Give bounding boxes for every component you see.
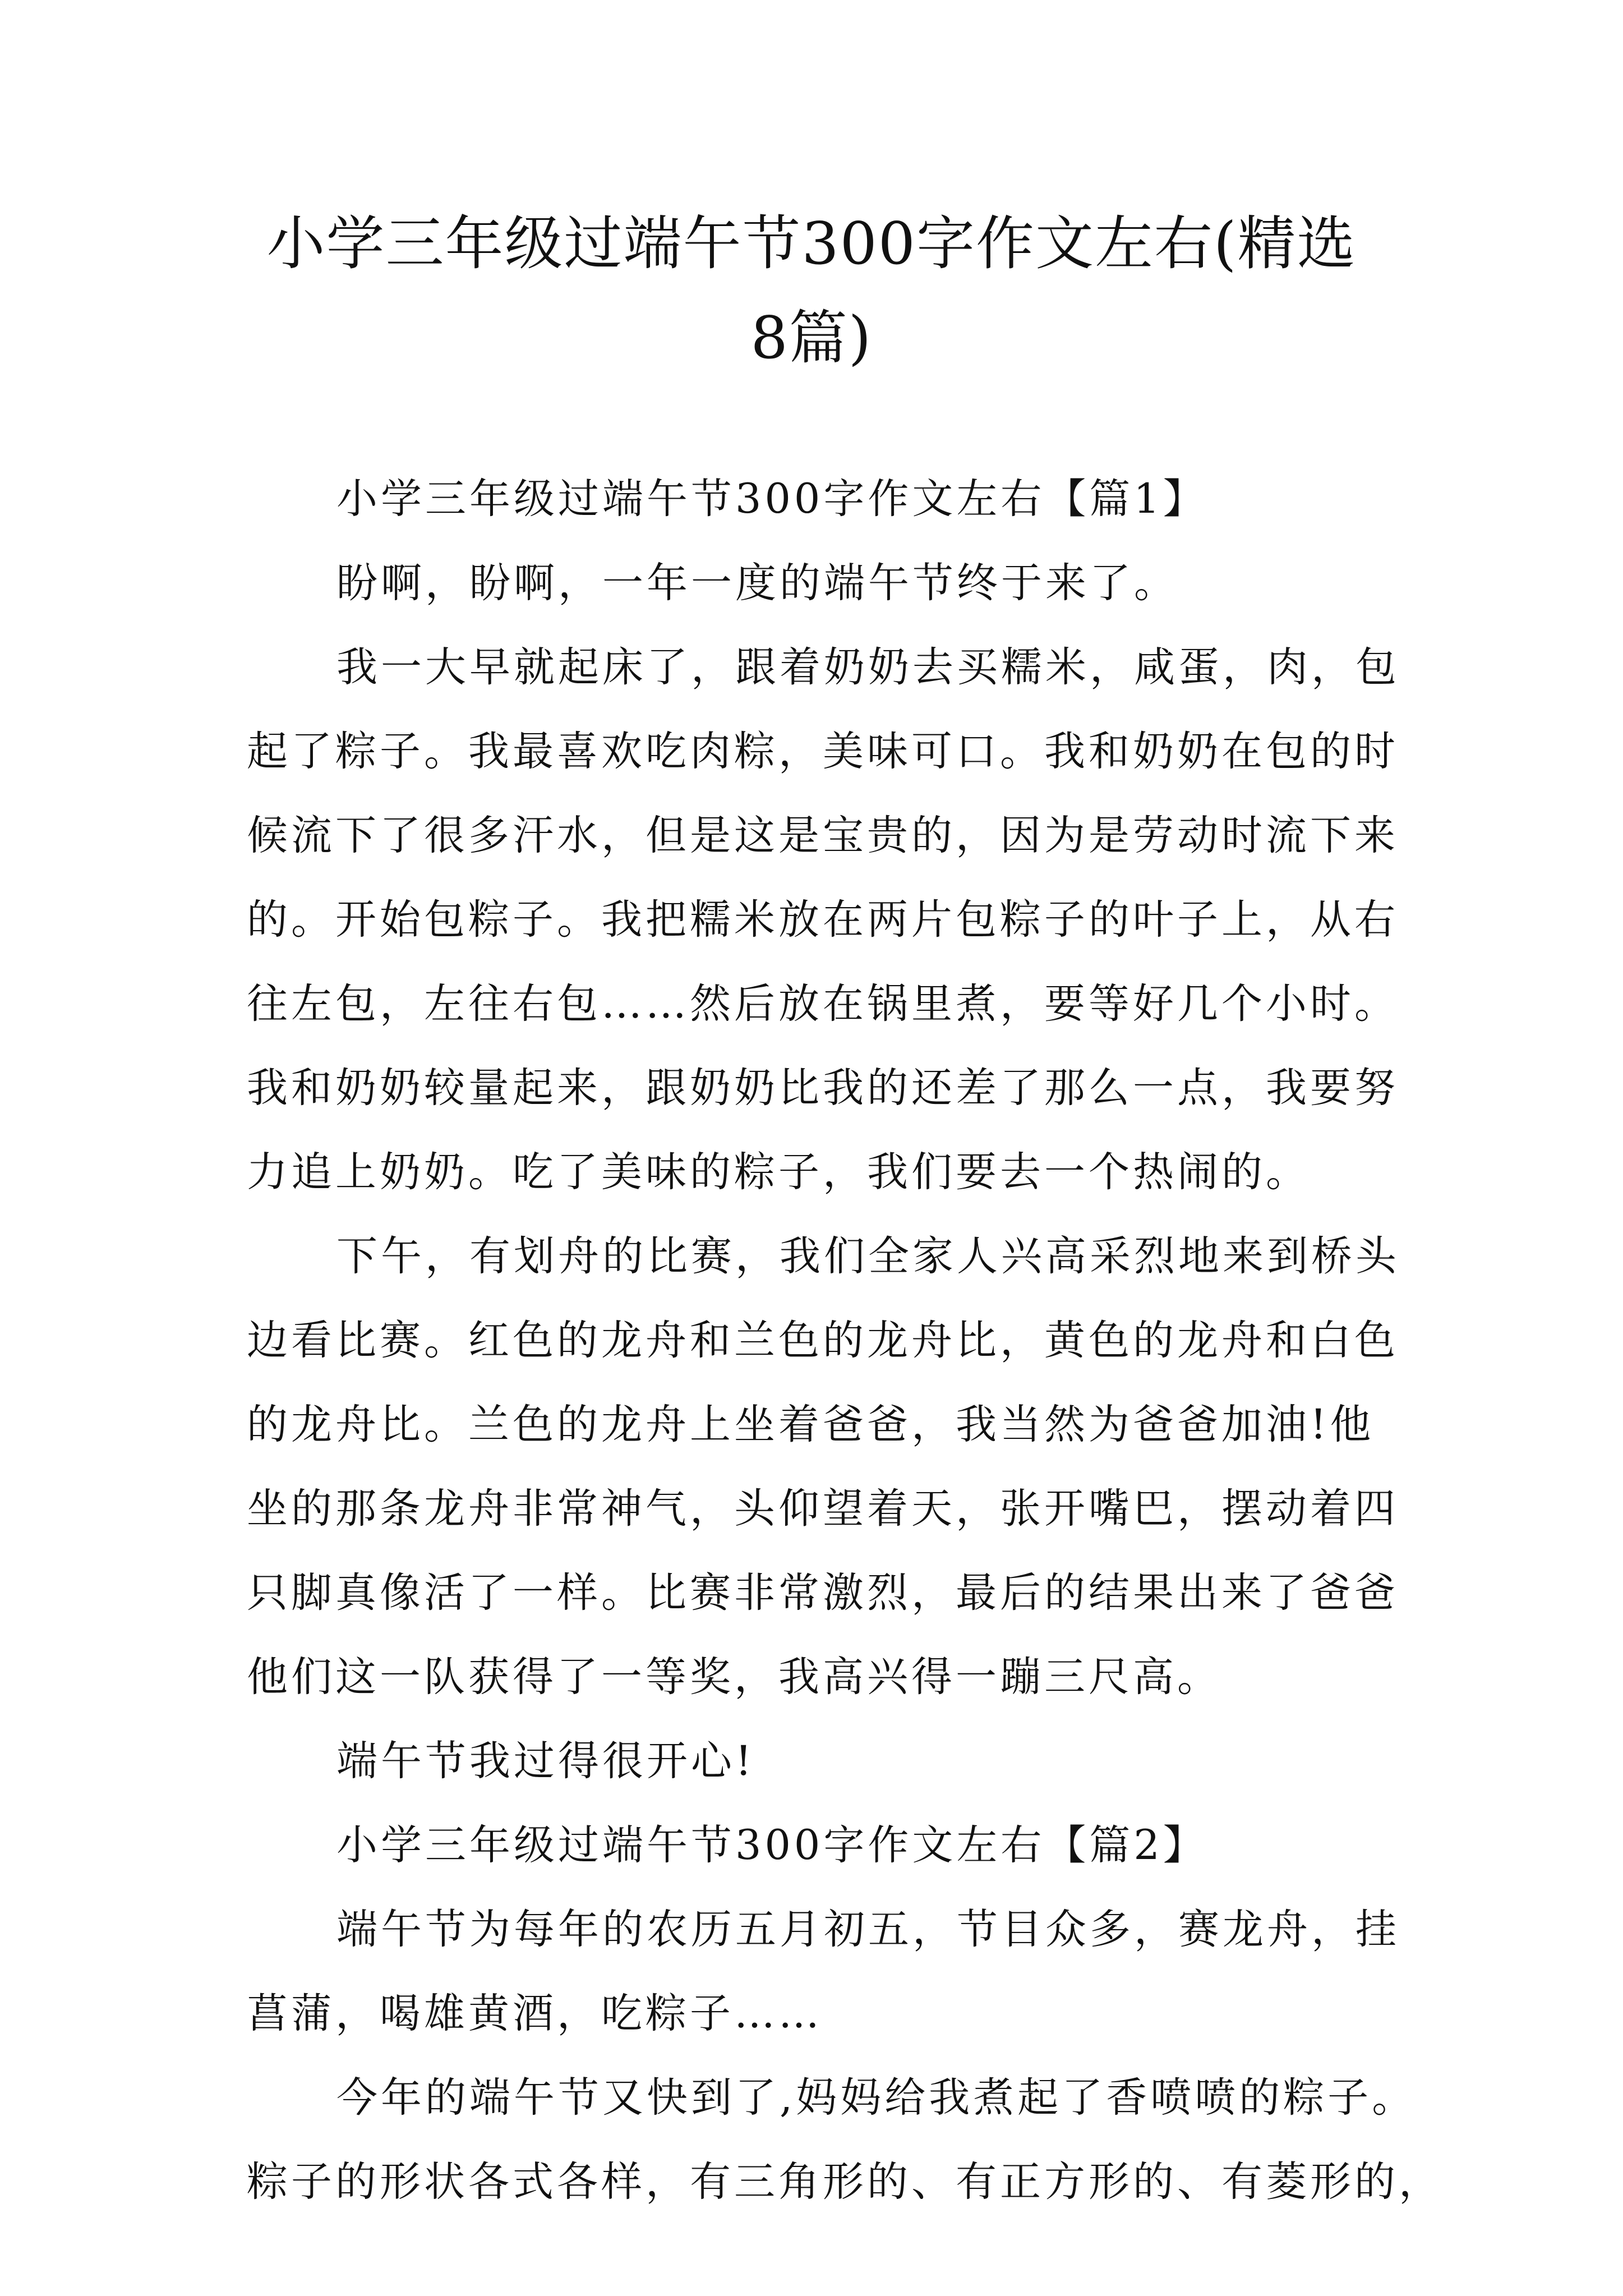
document-title bbox=[247, 196, 1376, 385]
text-line: 的。开始包粽子。我把糯米放在两片包粽子的叶子上，从右 bbox=[247, 896, 1399, 944]
section-heading bbox=[247, 1803, 1380, 1888]
text-line: 我和奶奶较量起来，跟奶奶比我的还差了那么一点，我要努 bbox=[247, 1064, 1399, 1112]
paragraph bbox=[247, 1214, 1400, 1719]
text-line: 起了粽子。我最喜欢吃肉粽，美味可口。我和奶奶在包的时 bbox=[247, 728, 1399, 775]
paragraph bbox=[247, 2056, 1443, 2224]
text-line: 下午，有划舟的比赛，我们全家人兴高采烈地来到桥头 bbox=[336, 1232, 1400, 1280]
title-line: 8篇) bbox=[750, 303, 873, 372]
text-line: 坐的那条龙舟非常神气，头仰望着天，张开嘴巴，摆动着四 bbox=[247, 1485, 1399, 1533]
text-line: 端午节为每年的农历五月初五，节目众多，赛龙舟，挂 bbox=[336, 1906, 1400, 1953]
text-line: 小学三年级过端午节300字作文左右【篇1】 bbox=[336, 475, 1207, 523]
text-line: 力追上奶奶。吃了美味的粽子，我们要去一个热闹的。 bbox=[247, 1148, 1310, 1196]
text-line: 粽子的形状各式各样，有三角形的、有正方形的、有菱形的， bbox=[247, 2158, 1443, 2206]
text-line: 他们这一队获得了一等奖，我高兴得一蹦三尺高。 bbox=[247, 1653, 1221, 1701]
text-line: 只脚真像活了一样。比赛非常激烈，最后的结果出来了爸爸 bbox=[247, 1569, 1399, 1617]
text-line: 端午节我过得很开心! bbox=[336, 1737, 755, 1785]
section-heading bbox=[247, 457, 1380, 541]
text-line: 我一大早就起床了，跟着奶奶去买糯米，咸蛋，肉，包 bbox=[336, 643, 1400, 691]
document-body bbox=[247, 457, 1443, 2224]
text-line: 的龙舟比。兰色的龙舟上坐着爸爸，我当然为爸爸加油!他 bbox=[247, 1401, 1375, 1448]
title-line: 小学三年级过端午节300字作文左右(精选 bbox=[266, 209, 1357, 278]
text-line: 往左包，左往右包……然后放在锅里煮，要等好几个小时。 bbox=[247, 980, 1399, 1028]
text-line: 盼啊，盼啊，一年一度的端午节终于来了。 bbox=[336, 559, 1178, 607]
text-line: 边看比赛。红色的龙舟和兰色的龙舟比，黄色的龙舟和白色 bbox=[247, 1317, 1399, 1364]
text-line: 今年的端午节又快到了,妈妈给我煮起了香喷喷的粽子。 bbox=[336, 2074, 1417, 2122]
paragraph bbox=[247, 541, 1380, 625]
text-line: 候流下了很多汗水，但是这是宝贵的，因为是劳动时流下来 bbox=[247, 812, 1399, 859]
paragraph bbox=[247, 1719, 1380, 1803]
text-line: 小学三年级过端午节300字作文左右【篇2】 bbox=[336, 1821, 1207, 1869]
paragraph bbox=[247, 1888, 1400, 2056]
text-line: 菖蒲，喝雄黄酒，吃粽子…… bbox=[247, 1990, 823, 2037]
paragraph bbox=[247, 625, 1400, 1214]
